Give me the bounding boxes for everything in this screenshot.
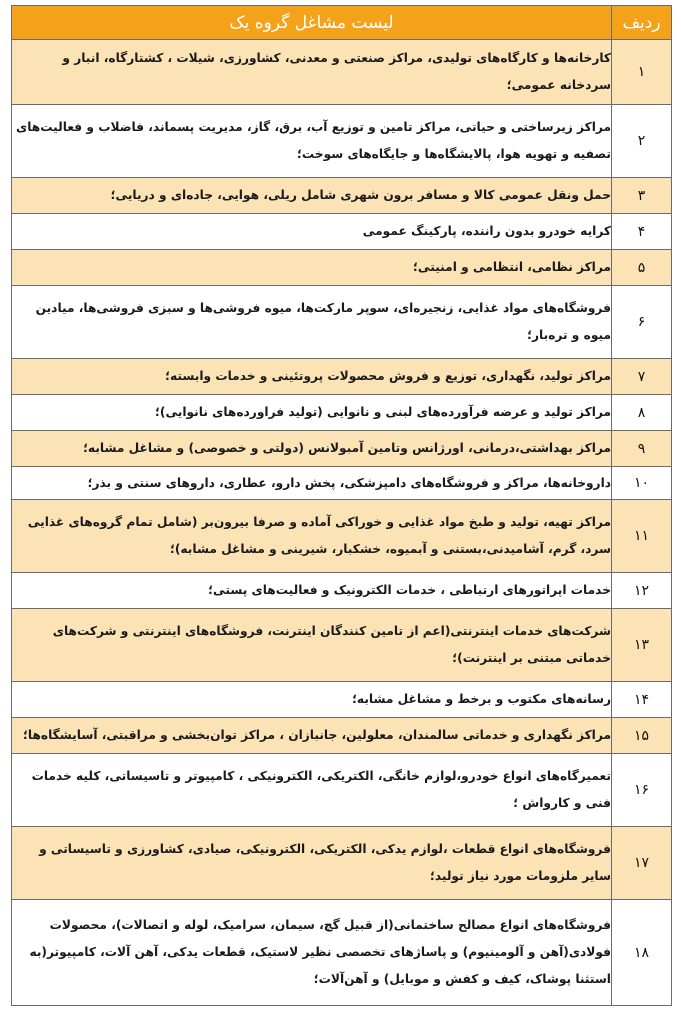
- row-description: فروشگاه‌های انواع قطعات ،لوازم یدکی، الکتریکی، الکترونیکی، صیادی، کشاورزی و تاسیساتی و سایر ملزومات مورد نیاز تولید؛: [12, 827, 612, 900]
- row-number: ۱۷: [612, 827, 672, 900]
- row-description: تعمیرگاه‌های انواع خودرو،لوازم خانگی، الکتریکی، الکترونیکی ، کامپیوتر و تاسیساتی، کلیه خدمات فنی و کارواش ؛: [12, 754, 612, 827]
- table-row: [12, 431, 672, 467]
- row-description: کرایه خودرو بدون راننده، پارکینگ عمومی: [12, 214, 612, 250]
- row-description: مراکز نظامی، انتظامی و امنیتی؛: [12, 250, 612, 286]
- table-row: [12, 359, 672, 395]
- table-row: [12, 395, 672, 431]
- row-number: ۱۲: [612, 573, 672, 609]
- table-row: [12, 718, 672, 754]
- table-row: [12, 178, 672, 214]
- row-number: ۱: [612, 40, 672, 105]
- row-number: ۱۰: [612, 467, 672, 500]
- table-row: [12, 40, 672, 105]
- table-row: [12, 250, 672, 286]
- table-row: [12, 467, 672, 500]
- row-description: خدمات اپراتورهای ارتباطی ، خدمات الکترونیک و فعالیت‌های پستی؛: [12, 573, 612, 609]
- row-description: فروشگاه‌های مواد غذایی، زنجیره‌ای، سوپر مارکت‌ها، میوه فروشی‌ها و سبزی فروشی‌ها، میادین میوه و تره‌بار؛: [12, 286, 612, 359]
- table-row: [12, 827, 672, 900]
- table-row: [12, 754, 672, 827]
- table-row: [12, 286, 672, 359]
- row-description: مراکز بهداشتی،درمانی، اورژانس وتامین آمبولانس (دولتی و خصوصی) و مشاغل مشابه؛: [12, 431, 612, 467]
- row-number: ۱۱: [612, 500, 672, 573]
- row-description: مراکز تولید و عرضه فرآورده‌های لبنی و نانوایی (تولید فراورده‌های نانوایی)؛: [12, 395, 612, 431]
- table-header-row: [12, 6, 672, 40]
- table-row: [12, 682, 672, 718]
- row-description: حمل ونقل عمومی کالا و مسافر برون شهری شامل ریلی، هوایی، جاده‌ای و دریایی؛: [12, 178, 612, 214]
- row-description: مراکز زیرساختی و حیاتی، مراکز تامین و توزیع آب، برق، گاز، مدیریت پسماند، فاضلاب و فعالیت‌های تصفیه و تهویه هوا، پالایشگاه‌ها و جایگاه‌های سوخت؛: [12, 105, 612, 178]
- row-description: شرکت‌های خدمات اینترنتی(اعم از تامین کنندگان اینترنت، فروشگاه‌های اینترنتی و شرکت‌های خدماتی مبتنی بر اینترنت)؛: [12, 609, 612, 682]
- table-row: [12, 105, 672, 178]
- row-number: ۱۵: [612, 718, 672, 754]
- table-row: [12, 214, 672, 250]
- row-number: ۳: [612, 178, 672, 214]
- row-description: مراکز تهیه، تولید و طبخ مواد غذایی و خوراکی آماده و صرفا بیرون‌بر (شامل تمام گروه‌های غذایی سرد، گرم، آشامیدنی،بستنی و آبمیوه، خشکبار، شیرینی و مشاغل مشابه)؛: [12, 500, 612, 573]
- table-row: [12, 573, 672, 609]
- group-one-jobs-table: [11, 5, 672, 1006]
- table-row: [12, 609, 672, 682]
- row-number: ۶: [612, 286, 672, 359]
- row-number: ۷: [612, 359, 672, 395]
- row-description: مراکز تولید، نگهداری، توزیع و فروش محصولات پروتئینی و خدمات وابسته؛: [12, 359, 612, 395]
- row-description: داروخانه‌ها، مراکز و فروشگاه‌های دامپزشکی، پخش دارو، عطاری، داروهای سنتی و بذر؛: [12, 467, 612, 500]
- row-description: فروشگاه‌های انواع مصالح ساختمانی(از قبیل گچ، سیمان، سرامیک، لوله و اتصالات)، محصولات فولادی(آهن و آلومینیوم) و پاساژهای تخصصی نظیر لاستیک، قطعات یدکی، آهن آلات، کامپیوتر(به استثنا پوشاک، کیف و کفش و موبایل) و آهن‌آلات؛: [12, 900, 612, 1006]
- row-number-header: ردیف: [612, 6, 672, 40]
- row-number: ۴: [612, 214, 672, 250]
- row-number: ۹: [612, 431, 672, 467]
- row-number: ۸: [612, 395, 672, 431]
- row-number: ۵: [612, 250, 672, 286]
- row-description: رسانه‌های مکتوب و برخط و مشاغل مشابه؛: [12, 682, 612, 718]
- row-description: کارخانه‌ها و کارگاه‌های تولیدی، مراکز صنعتی و معدنی، کشاورزی، شیلات ، کشتارگاه، انبار و سردخانه عمومی؛: [12, 40, 612, 105]
- row-number: ۱۶: [612, 754, 672, 827]
- row-number: ۱۴: [612, 682, 672, 718]
- row-description: مراکز نگهداری و خدماتی سالمندان، معلولین، جانبازان ، مراکز توان‌بخشی و مراقبتی، آسایشگاه‌ها؛: [12, 718, 612, 754]
- table-row: [12, 500, 672, 573]
- table-row: [12, 900, 672, 1006]
- row-number: ۲: [612, 105, 672, 178]
- row-number: ۱۳: [612, 609, 672, 682]
- jobs-table-container: [11, 5, 671, 1006]
- table-title: لیست مشاغل گروه یک: [12, 6, 612, 40]
- row-number: ۱۸: [612, 900, 672, 1006]
